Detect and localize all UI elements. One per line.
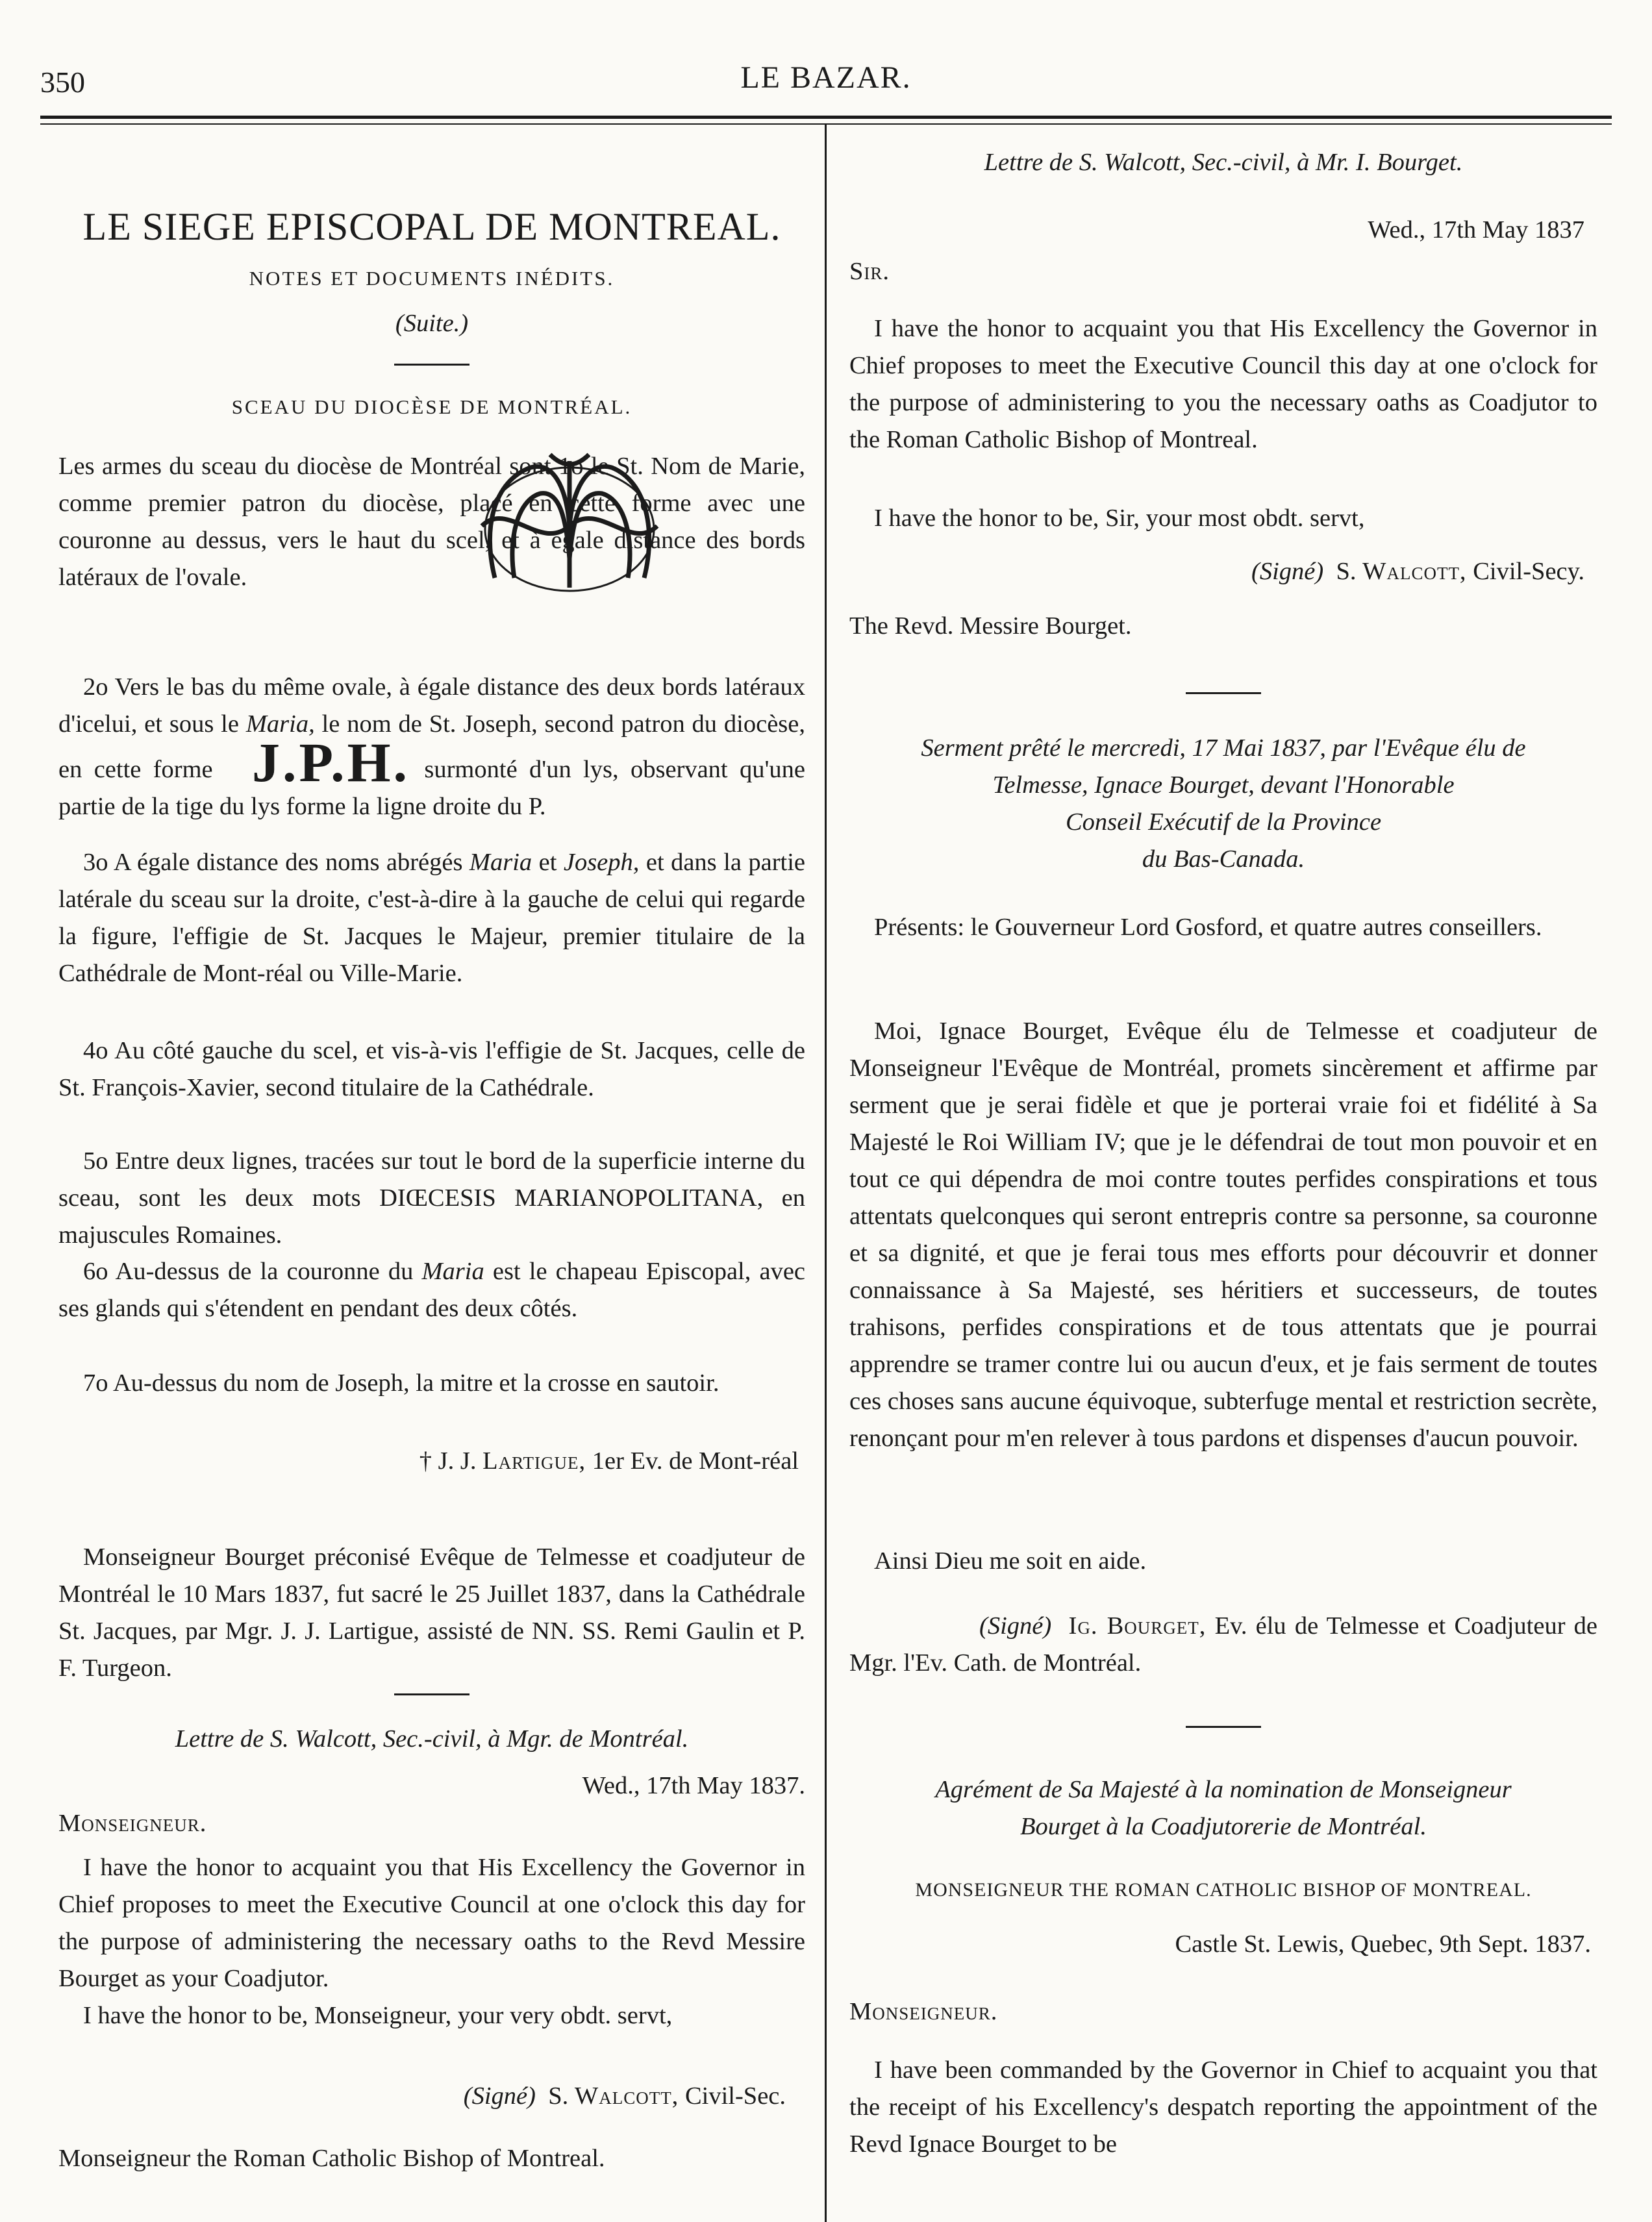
letter1-sig-name: Walcott, <box>574 2082 679 2110</box>
section-rule <box>58 364 805 366</box>
p2-text-a: 2o Vers le bas du même ovale, à égale distance des deux bords latéraux d'icelui, et sous le <box>58 673 805 738</box>
letter2-sig-name: Walcott, <box>1362 558 1467 585</box>
signature-lartigue <box>58 1443 805 1480</box>
letter2-sig-a: S. <box>1336 558 1357 585</box>
p3-et: et <box>538 849 557 876</box>
p3-text-b: et dans la partie latérale du sceau sur la droite, c'est-à-dire à la gauche de celui qui regarde la figure, l'effigie de St. Jacques le Majeur, premier titulaire de la Cathédrale de Mont-réal ou Ville-Marie. <box>58 849 805 987</box>
agrement-heading <box>849 1771 1597 1845</box>
letter2-date: Wed., 17th May 1837 <box>1368 216 1584 243</box>
rule-2 <box>58 1693 805 1695</box>
letter2-body: I have the honor to acquaint you that His Excellency the Governor in Chief proposes to meet the Executive Council this day at one o'clock for the purpose of administering to you the necessary oaths as Coadjutor to the Roman Catholic Bishop of Montreal. <box>849 315 1597 453</box>
letter1-body: I have the honor to acquaint you that His Excellency the Governor in Chief proposes to meet the Executive Council at one o'clock this day for the purpose of administering the necessary oaths to the Revd Messire Bourget as your Coadjutor. <box>58 1854 805 1992</box>
sig1-name: Lartigue, <box>482 1447 586 1475</box>
paragraph-7: 7o Au-dessus du nom de Joseph, la mitre et la crosse en sautoir. <box>83 1369 720 1397</box>
letter1-date: Wed., 17th May 1837. <box>582 1772 805 1799</box>
paragraph-4: 4o Au côté gauche du scel, et vis-à-vis l'effigie de St. Jacques, celle de St. François-Xavier, second titulaire de la Cathédrale. <box>58 1037 805 1101</box>
oath-heading-line4: du Bas-Canada. <box>1142 845 1305 873</box>
letter1-address: Monseigneur the Roman Catholic Bishop of Montreal. <box>58 2145 605 2172</box>
paragraph-1: Les armes du sceau du diocèse de Montréal sont 1o le St. Nom de Marie, comme premier patron du diocèse, placé en cette forme avec une couronne au dessus, vers le haut du scel, et à égale distance des bords latéraux de l'ovale. <box>58 453 805 591</box>
oath-sig-name: Ig. Bourget, <box>1068 1612 1207 1640</box>
p3-text-a: 3o A égale distance des noms abrégés <box>83 849 463 876</box>
oath-sig-rest: Ev. élu de Telmesse et Coadjuteur de Mgr. l'Ev. Cath. de Montréal. <box>849 1612 1598 1677</box>
paragraph-6 <box>58 1253 805 1327</box>
paragraph-bourget-sacre: Monseigneur Bourget préconisé Evêque de Telmesse et coadjuteur de Montréal le 10 Mars 1837, fut sacré le 25 Juillet 1837, dans la Cathédrale St. Jacques, par Mgr. J. J. Lartigue, assisté de NN. SS. Remi Gaulin et P. F. Turgeon. <box>58 1543 805 1682</box>
article-subtitle: NOTES ET DOCUMENTS INÉDITS. <box>249 267 615 290</box>
letter2-close: I have the honor to be, Sir, your most obdt. servt, <box>874 505 1365 532</box>
letter1-close: I have the honor to be, Monseigneur, your very obdt. servt, <box>83 2002 673 2029</box>
rule-4 <box>849 1726 1597 1728</box>
letter2-salutation: Sir. <box>849 258 890 285</box>
letter1-salutation: Monseigneur. <box>58 1810 207 1837</box>
maria-monogram-icon <box>469 448 670 597</box>
letter1-heading: Lettre de S. Walcott, Sec.-civil, à Mgr. de Montréal. <box>175 1725 689 1753</box>
suite-label: (Suite.) <box>395 310 469 337</box>
paragraph-2 <box>58 669 805 825</box>
oath-signe: (Signé) <box>979 1612 1052 1640</box>
page-number: 350 <box>40 66 85 99</box>
p2-text-b: le nom de St. Joseph, second patron du diocèse, en cette forme <box>58 710 805 783</box>
sig1-cross: † J. J. <box>419 1447 477 1475</box>
p2-text-c: surmonté d'un lys, observant qu'une partie de la tige du lys forme la ligne droite du P. <box>58 756 806 820</box>
running-title: LE BAZAR. <box>740 60 912 95</box>
letter1-signe: (Signé) <box>463 2082 536 2110</box>
rule-3 <box>849 692 1597 694</box>
section-heading-seal: SCEAU DU DIOCÈSE DE MONTRÉAL. <box>231 395 632 418</box>
p3-joseph: Joseph, <box>563 849 640 876</box>
letter2-sig-b: Civil-Secy. <box>1473 558 1584 585</box>
jph-monogram: J.P.H. <box>251 731 410 793</box>
oath-amen: Ainsi Dieu me soit en aide. <box>874 1547 1147 1575</box>
oath-heading-line1: Serment prêté le mercredi, 17 Mai 1837, par l'Evêque élu de <box>921 734 1526 762</box>
letter2-heading: Lettre de S. Walcott, Sec.-civil, à Mr. I. Bourget. <box>984 149 1463 176</box>
p3-maria: Maria <box>469 849 532 876</box>
oath-heading-line2: Telmesse, Ignace Bourget, devant l'Honorable <box>992 771 1455 799</box>
oath-signature <box>849 1608 1597 1682</box>
letter2-signe: (Signé) <box>1251 558 1324 585</box>
agrement-body: I have been commanded by the Governor in Chief to acquaint you that the receipt of his Excellency's despatch reporting the appointment of the Revd Ignace Bourget to be <box>849 2056 1597 2158</box>
oath-body: Moi, Ignace Bourget, Evêque élu de Telmesse et coadjuteur de Monseigneur l'Evêque de Montréal, promets sincèrement et affirme par serment que je serai fidèle et que je porterai vraie foi et fidélité à Sa Majesté le Roi William IV; que je le défendrai de tout mon pouvoir et en tout ce qui dépendra de moi contre toutes perfides conspirations et tous attentats quelconques qui seront entrepris contre sa personne, sa couronne et sa dignité, et que je ferai tous mes efforts pour découvrir et donner connaissance à Sa Majesté, ses héritiers et successeurs, de toutes trahisons, perfides conspirations et de tous attentats que je pourrai apprendre se tramer contre lui ou aucun d'eux, et je fais serment de toutes ces choses sans aucune équivoque, subterfuge mental et restriction secrète, renonçant pour m'en relever à tous pardons et dispenses d'aucun pouvoir. <box>849 1017 1597 1452</box>
sig1-rest: 1er Ev. de Mont-réal <box>592 1447 799 1475</box>
agrement-salutation: Monseigneur. <box>849 1998 998 2025</box>
header-rule <box>40 116 1612 119</box>
p6-maria: Maria <box>421 1258 484 1285</box>
oath-present: Présents: le Gouverneur Lord Gosford, et quatre autres conseillers. <box>874 914 1542 941</box>
paragraph-3 <box>58 844 805 992</box>
p2-maria: Maria, <box>245 710 315 738</box>
agrement-heading-line2: Bourget à la Coadjutorerie de Montréal. <box>1020 1813 1427 1840</box>
letter1-sig-a: S. <box>548 2082 569 2110</box>
article-title: LE SIEGE EPISCOPAL DE MONTREAL. <box>82 205 781 248</box>
seal-description <box>58 448 805 596</box>
oath-heading <box>849 730 1597 878</box>
letter2-address: The Revd. Messire Bourget. <box>849 612 1132 640</box>
column-divider <box>825 125 827 2222</box>
agrement-heading-line1: Agrément de Sa Majesté à la nomination de Monseigneur <box>935 1776 1512 1803</box>
p6-text-b: est le chapeau Episcopal, avec ses glands qui s'étendent en pendant des deux côtés. <box>58 1258 806 1322</box>
paragraph-5: 5o Entre deux lignes, tracées sur tout le bord de la superficie interne du sceau, sont les deux mots DIŒCESIS MARIANOPOLITANA, en majuscules Romaines. <box>58 1147 805 1249</box>
agrement-date: Castle St. Lewis, Quebec, 9th Sept. 1837. <box>1175 1930 1591 1958</box>
letter1-signature <box>58 2078 805 2115</box>
agrement-addressee: MONSEIGNEUR THE ROMAN CATHOLIC BISHOP OF MONTREAL. <box>915 1879 1532 1901</box>
letter2-signature <box>849 553 1597 590</box>
letter1-sig-b: Civil-Sec. <box>684 2082 786 2110</box>
oath-heading-line3: Conseil Exécutif de la Province <box>1065 808 1382 836</box>
p6-text-a: 6o Au-dessus de la couronne du <box>83 1258 414 1285</box>
